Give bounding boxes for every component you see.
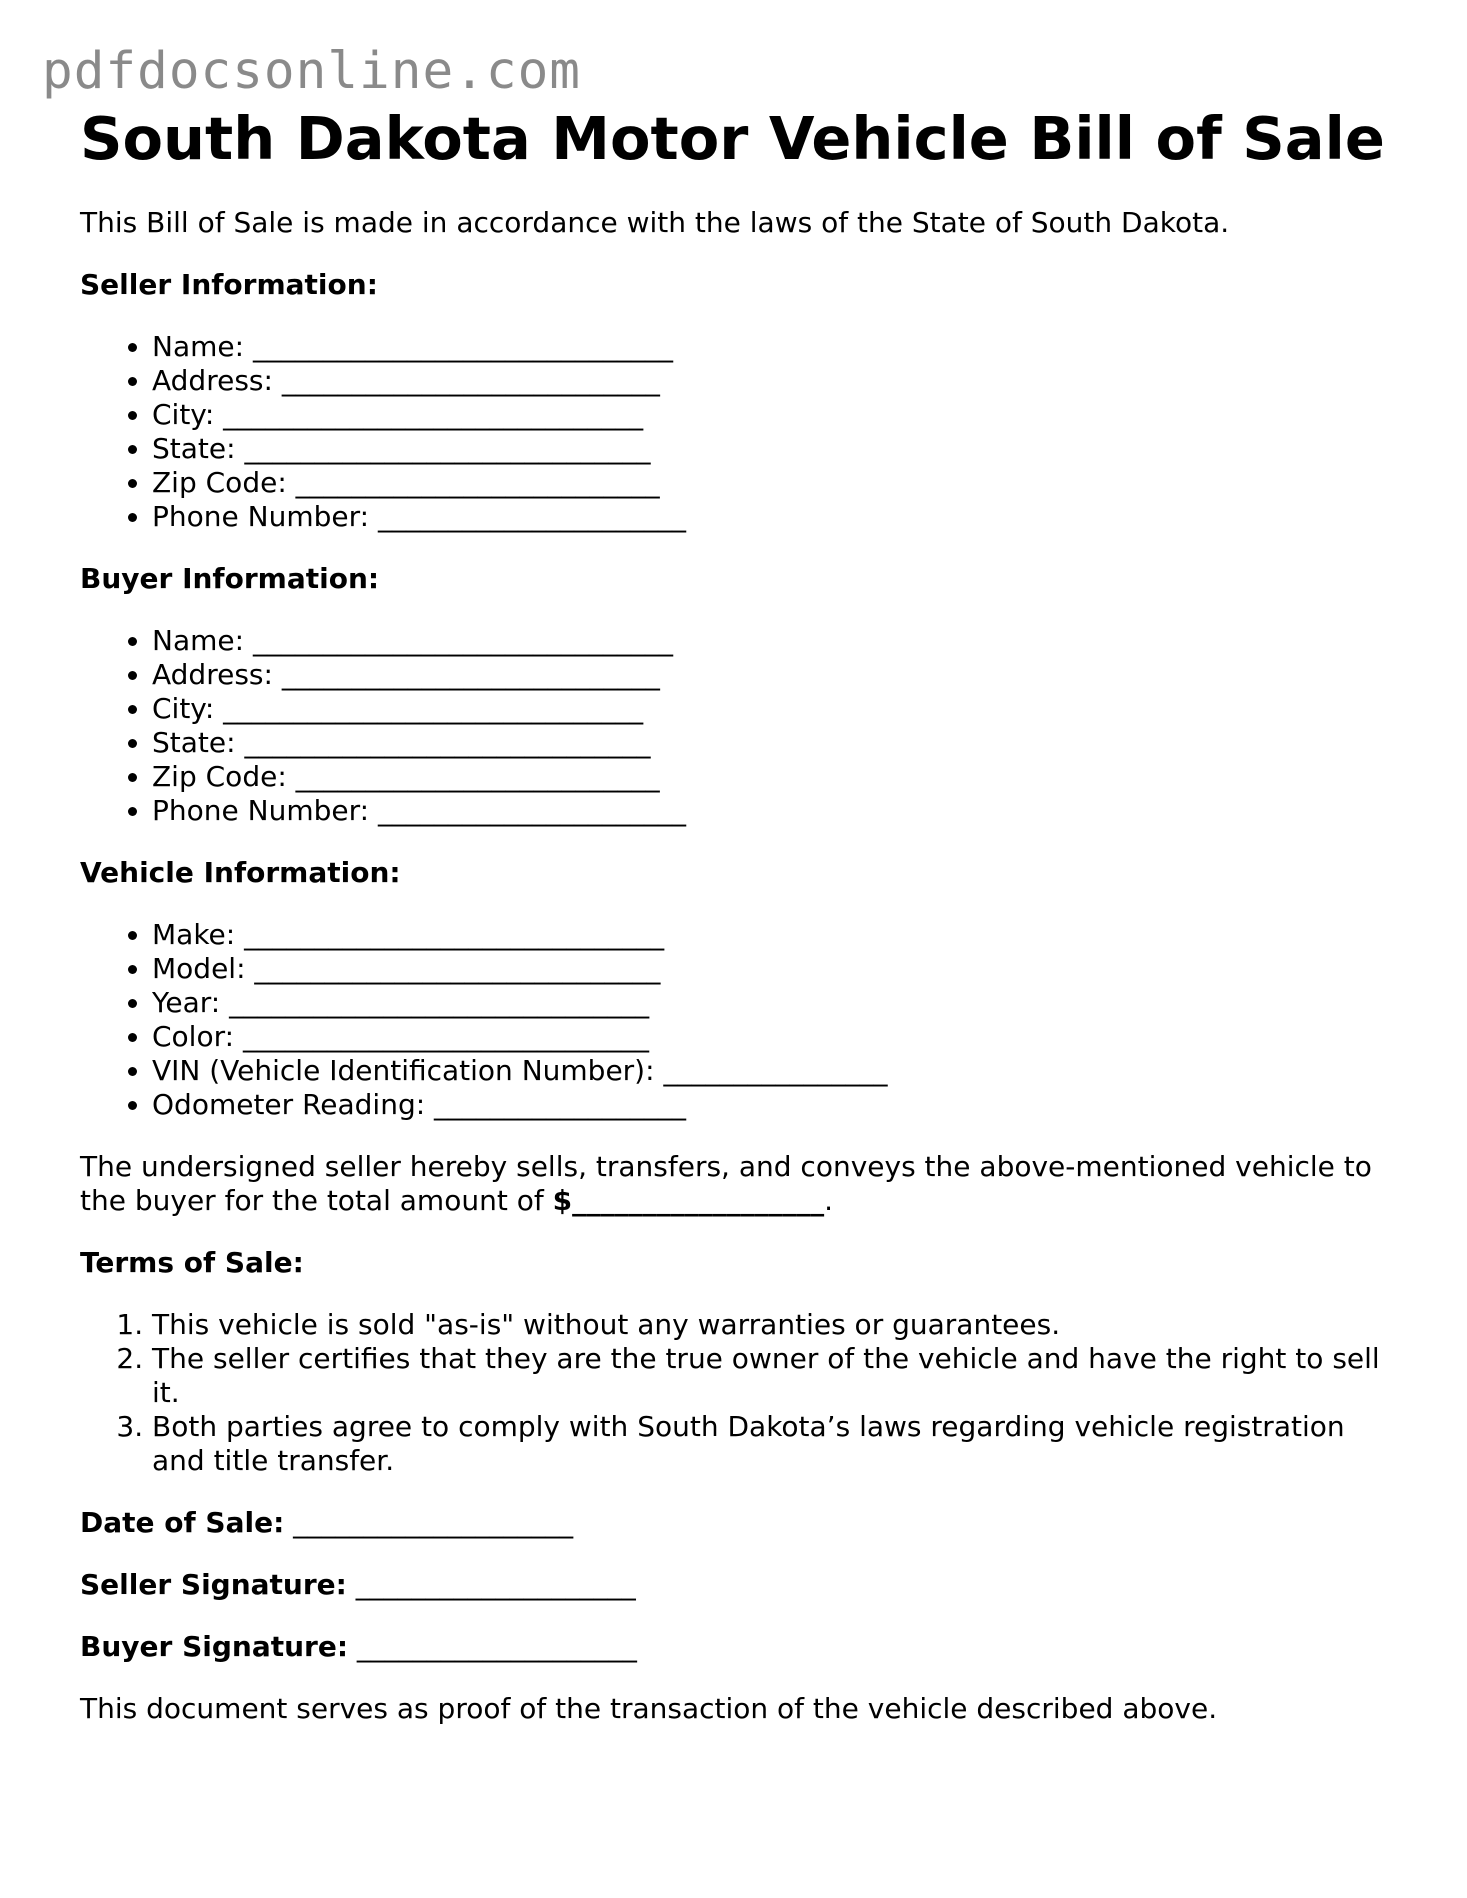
buyer-address-field[interactable]: • Address: ___________________________ <box>152 658 1400 692</box>
buyer-signature-label: Buyer Signature: <box>80 1630 349 1663</box>
document-title: South Dakota Motor Vehicle Bill of Sale <box>80 104 1385 173</box>
intro-paragraph: This Bill of Sale is made in accordance with the laws of the State of South Dakota. <box>80 206 1230 239</box>
buyer-zip-field[interactable]: • Zip Code: __________________________ <box>152 760 1400 794</box>
vehicle-make-field[interactable]: • Make: ______________________________ <box>152 918 1400 952</box>
buyer-signature-blank[interactable]: ____________________ <box>348 1630 637 1663</box>
terms-list <box>80 1308 1400 1478</box>
term-item: 3. Both parties agree to comply with South Dakota’s laws regarding vehicle registration and title transfer. <box>152 1410 1400 1478</box>
buyer-signature-line <box>80 1630 1400 1664</box>
seller-signature-label: Seller Signature: <box>80 1568 347 1601</box>
seller-phone-field[interactable]: • Phone Number: ______________________ <box>152 500 1400 534</box>
vehicle-section-heading: Vehicle Information: <box>80 856 401 889</box>
watermark-text: pdfdocsonline.com <box>42 42 581 101</box>
buyer-state-field[interactable]: • State: _____________________________ <box>152 726 1400 760</box>
term-item: 2. The seller certifies that they are the true owner of the vehicle and have the right to sell it. <box>152 1342 1400 1410</box>
buyer-field-list <box>80 624 1400 828</box>
buyer-city-field[interactable]: • City: ______________________________ <box>152 692 1400 726</box>
seller-section-heading: Seller Information: <box>80 268 378 301</box>
terms-section-heading: Terms of Sale: <box>80 1246 304 1279</box>
vehicle-odometer-field[interactable]: • Odometer Reading: __________________ <box>152 1088 1400 1122</box>
buyer-name-field[interactable]: • Name: ______________________________ <box>152 624 1400 658</box>
seller-field-list <box>80 330 1400 534</box>
seller-name-field[interactable]: • Name: ______________________________ <box>152 330 1400 364</box>
date-of-sale-line <box>80 1506 1400 1540</box>
seller-signature-blank[interactable]: ____________________ <box>346 1568 636 1601</box>
seller-signature-line <box>80 1568 1400 1602</box>
seller-zip-field[interactable]: • Zip Code: __________________________ <box>152 466 1400 500</box>
seller-city-field[interactable]: • City: ______________________________ <box>152 398 1400 432</box>
vehicle-field-list <box>80 918 1400 1122</box>
term-item: 1. This vehicle is sold "as-is" without any warranties or guarantees. <box>152 1308 1400 1342</box>
sale-amount-paragraph <box>80 1150 1400 1218</box>
vehicle-vin-field[interactable]: • VIN (Vehicle Identification Number): ________________ <box>152 1054 1400 1088</box>
buyer-phone-field[interactable]: • Phone Number: ______________________ <box>152 794 1400 828</box>
seller-address-field[interactable]: • Address: ___________________________ <box>152 364 1400 398</box>
date-of-sale-blank[interactable]: ____________________ <box>284 1506 574 1539</box>
closing-paragraph: This document serves as proof of the transaction of the vehicle described above. <box>80 1692 1218 1725</box>
sale-amount-blank[interactable]: $__________________ <box>552 1184 825 1217</box>
vehicle-year-field[interactable]: • Year: ______________________________ <box>152 986 1400 1020</box>
date-of-sale-label: Date of Sale: <box>80 1506 285 1539</box>
vehicle-color-field[interactable]: • Color: _____________________________ <box>152 1020 1400 1054</box>
seller-state-field[interactable]: • State: _____________________________ <box>152 432 1400 466</box>
vehicle-model-field[interactable]: • Model: _____________________________ <box>152 952 1400 986</box>
document-page <box>80 100 1400 1726</box>
buyer-section-heading: Buyer Information: <box>80 562 380 595</box>
sale-amount-end: . <box>824 1184 833 1217</box>
sale-amount-text: The undersigned seller hereby sells, transfers, and conveys the above-mentioned vehicle to the buyer for the total amount of <box>80 1150 1372 1217</box>
